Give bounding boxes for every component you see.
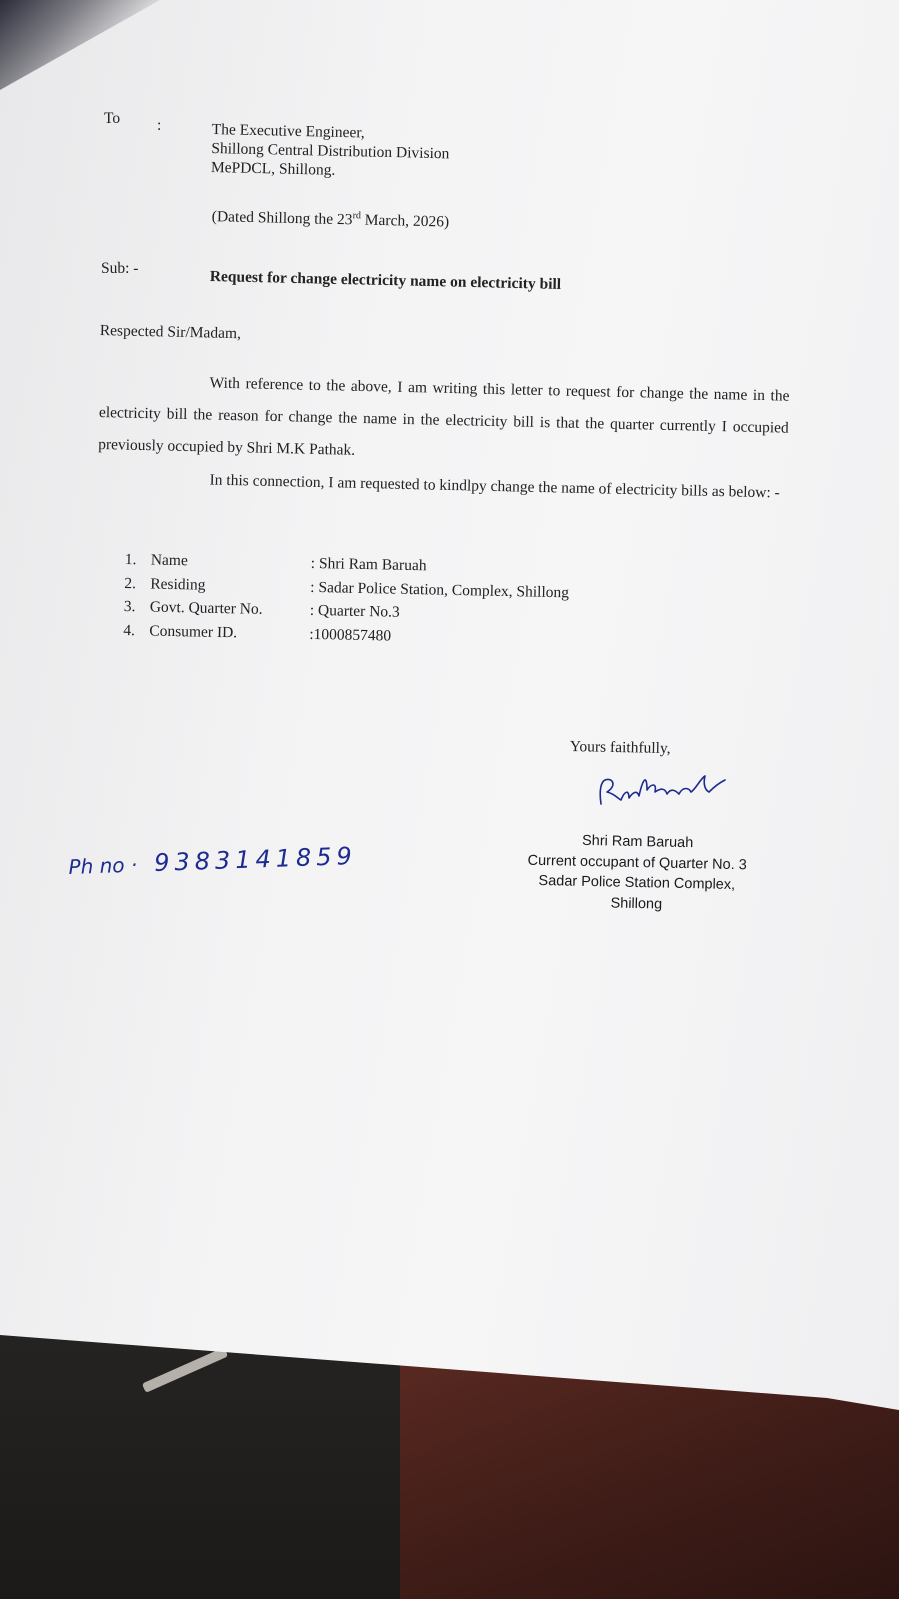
list-number: 3. xyxy=(123,597,136,616)
recipient-address xyxy=(211,120,450,182)
handwritten-phone-prefix: Ph no · xyxy=(68,852,138,879)
salutation: Respected Sir/Madam, xyxy=(99,322,242,343)
handwritten-phone-number: 9383141859 xyxy=(153,841,358,877)
body-paragraph-1: With reference to the above, I am writing this letter to request for change the name in the electricity bill the reason for change the name in the electricity bill is that the quarter currently I occupied previously occupied by Shri M.K Pathak. xyxy=(98,374,790,459)
date-suffix: March, 2026) xyxy=(360,211,450,231)
closing: Yours faithfully, xyxy=(569,738,671,758)
list-number: 2. xyxy=(124,574,137,592)
list-value: : Shri Ram Baruah xyxy=(310,554,427,575)
signer-name: Shri Ram Baruah xyxy=(581,832,694,852)
recipient-line: The Executive Engineer, xyxy=(211,120,365,142)
date-suffix-sup: rd xyxy=(352,210,362,222)
signer-line: Shillong xyxy=(610,895,663,913)
details-list xyxy=(123,551,570,654)
signer-block xyxy=(511,829,763,917)
list-label: Residing xyxy=(150,575,206,594)
list-value: : Quarter No.3 xyxy=(309,601,400,621)
list-number: 4. xyxy=(123,621,136,639)
signature-mark xyxy=(595,768,730,813)
to-colon: : xyxy=(157,117,162,134)
signer-line: Sadar Police Station Complex, xyxy=(538,873,736,894)
list-value: : Sadar Police Station, Complex, Shillong xyxy=(310,578,570,601)
list-value: :1000857480 xyxy=(309,625,392,645)
body-paragraph-2: In this connection, I am requested to kindlpy change the name of electricity bills as below: - xyxy=(209,471,780,502)
recipient-line: Shillong Central Distribution Division xyxy=(211,139,450,163)
list-label: Name xyxy=(150,551,189,570)
list-label: Govt. Quarter No. xyxy=(149,598,263,618)
list-number: 1. xyxy=(124,551,137,569)
signer-line: Current occupant of Quarter No. 3 xyxy=(527,852,747,873)
to-label: To xyxy=(104,110,121,127)
list-label: Consumer ID. xyxy=(149,622,238,641)
subject-text: Request for change electricity name on electricity bill xyxy=(209,268,562,293)
recipient-line: MePDCL, Shillong. xyxy=(210,158,336,179)
date-prefix: (Dated Shillong the 23 xyxy=(211,208,353,229)
subject-label: Sub: - xyxy=(101,260,139,277)
